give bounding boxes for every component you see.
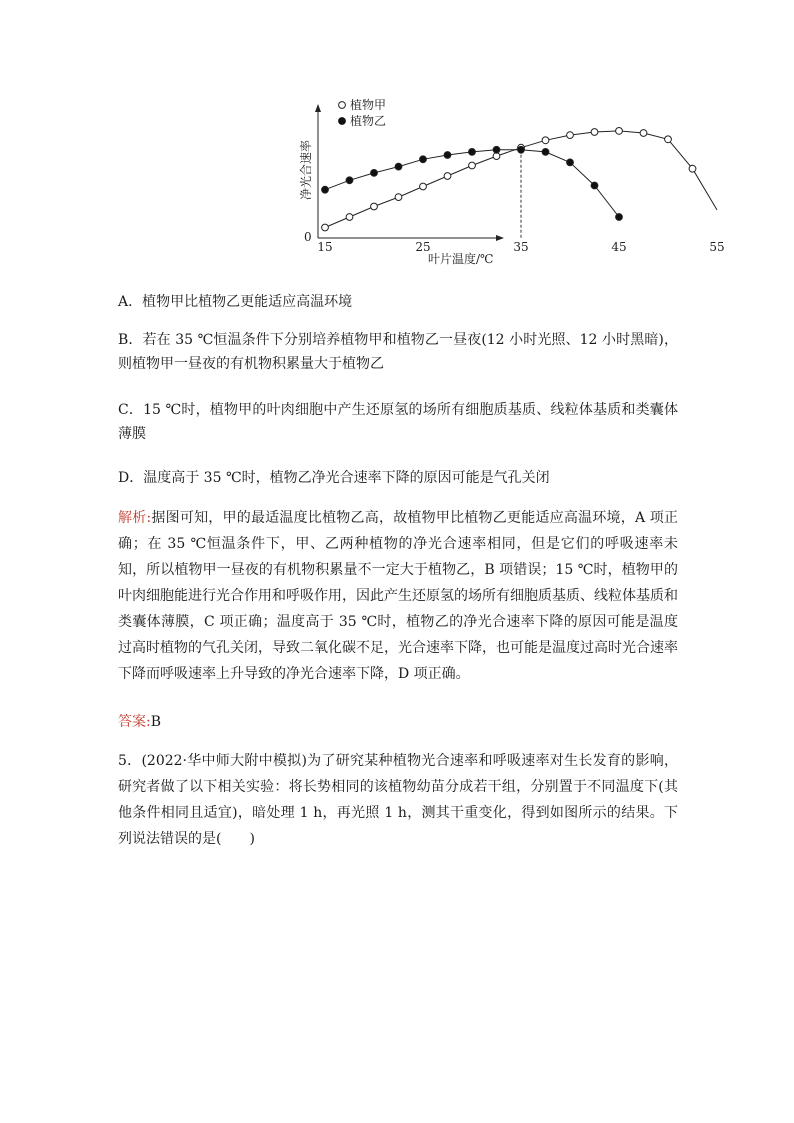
data-point-series1-12: [616, 128, 623, 135]
x-tick-label-3: 45: [611, 240, 627, 254]
data-point-series2-11: [591, 182, 598, 189]
answer-label: 答案:: [118, 714, 151, 730]
data-point-series2-8: [518, 146, 525, 153]
analysis-paragraph: [118, 505, 678, 687]
analysis-text: 据图可知，甲的最适温度比植物乙高，故植物甲比植物乙更能适应高温环境，A 项正确；在 35 ℃恒温条件下，甲、乙两种植物的净光合速率相同，但是它们的呼吸速率未知，所以植物甲一昼夜的有机物积累量不一定大于植物乙，B 项错误；15 ℃时，植物甲的叶肉细胞能进行光合作用和呼吸作用，因此产生还原氢的场所有细胞质基质、线粒体基质和类囊体薄膜，C 项正确；温度高于 35 ℃时，植物乙的净光合速率下降的原因可能是温度过高时植物的气孔关闭，导致二氧化碳不足，光合速率下降，也可能是温度过高时光合速率下降而呼吸速率上升导致的净光合速率下降，D 项正确。: [118, 510, 679, 682]
option-a: A．植物甲比植物乙更能适应高温环境: [118, 294, 353, 310]
data-point-series1-13: [640, 130, 647, 137]
question-5: 5．(2022·华中师大附中模拟)为了研究某种植物光合速率和呼吸速率对生长发育的影响，研究者做了以下相关实验：将长势相同的该植物幼苗分成若干组，分别置于不同温度下(其他条件相同且适宜)，暗处理 1 h，再光照 1 h，测其干重变化，得到如图所示的结果。下列说法错误的是( ): [118, 753, 678, 847]
option-b: B．若在 35 ℃恒温条件下分别培养植物甲和植物乙一昼夜(12 小时光照、12 小时黑暗)，则植物甲一昼夜的有机物积累量大于植物乙: [118, 332, 678, 372]
x-tick-label-0: 15: [317, 240, 333, 254]
x-tick-label-1: 25: [415, 240, 431, 254]
data-point-series2-10: [567, 159, 574, 166]
data-point-series1-2: [371, 203, 378, 210]
x-tick-labels: [317, 240, 724, 254]
option-d: D．温度高于 35 ℃时，植物乙净光合速率下降的原因可能是气孔关闭: [118, 470, 550, 486]
data-point-series2-0: [322, 186, 329, 193]
data-point-series1-5: [444, 173, 451, 180]
data-point-series2-7: [493, 146, 500, 153]
answer-line: [118, 710, 678, 734]
data-point-series1-11: [591, 129, 598, 136]
data-point-series1-6: [469, 162, 476, 169]
data-point-series2-5: [444, 152, 451, 159]
data-point-series1-3: [395, 194, 402, 201]
y-axis-label: 净光合速率: [299, 139, 313, 201]
data-point-series2-6: [469, 149, 476, 156]
data-point-series1-4: [420, 183, 427, 190]
x-axis-arrow: [496, 235, 504, 241]
chart-svg: [290, 88, 725, 270]
data-point-series1-9: [542, 137, 549, 144]
x-tick-label-4: 55: [709, 240, 725, 254]
data-point-series2-9: [542, 149, 549, 156]
data-point-series2-3: [395, 163, 402, 170]
y-axis-arrow: [315, 104, 321, 112]
data-point-series1-0: [322, 224, 329, 231]
legend-label-series-1: 植物甲: [350, 98, 387, 112]
series-curve-2: [325, 150, 619, 217]
chart-legend: [339, 97, 386, 128]
x-axis-label: 叶片温度/℃: [428, 252, 494, 266]
data-point-series2-12: [616, 214, 623, 221]
legend-label-series-2: 植物乙: [350, 114, 387, 128]
legend-marker-filled: [339, 118, 346, 125]
series-points: [322, 128, 696, 231]
origin-label: 0: [304, 230, 312, 244]
data-point-series1-10: [567, 132, 574, 139]
analysis-label: 解析:: [118, 510, 152, 526]
data-point-series1-1: [346, 214, 353, 221]
data-point-series1-7: [493, 153, 500, 160]
data-point-series2-4: [420, 156, 427, 163]
data-point-series1-15: [689, 165, 696, 172]
data-point-series2-1: [346, 177, 353, 184]
data-point-series2-2: [371, 170, 378, 177]
data-point-series1-14: [665, 136, 672, 143]
option-c: C．15 ℃时，植物甲的叶肉细胞中产生还原氢的场所有细胞质基质、线粒体基质和类囊体薄膜: [118, 402, 678, 442]
legend-marker-open: [339, 102, 346, 109]
net-photosynthesis-chart: [290, 88, 725, 270]
answer-value: B: [150, 714, 162, 730]
x-tick-label-2: 35: [513, 240, 529, 254]
